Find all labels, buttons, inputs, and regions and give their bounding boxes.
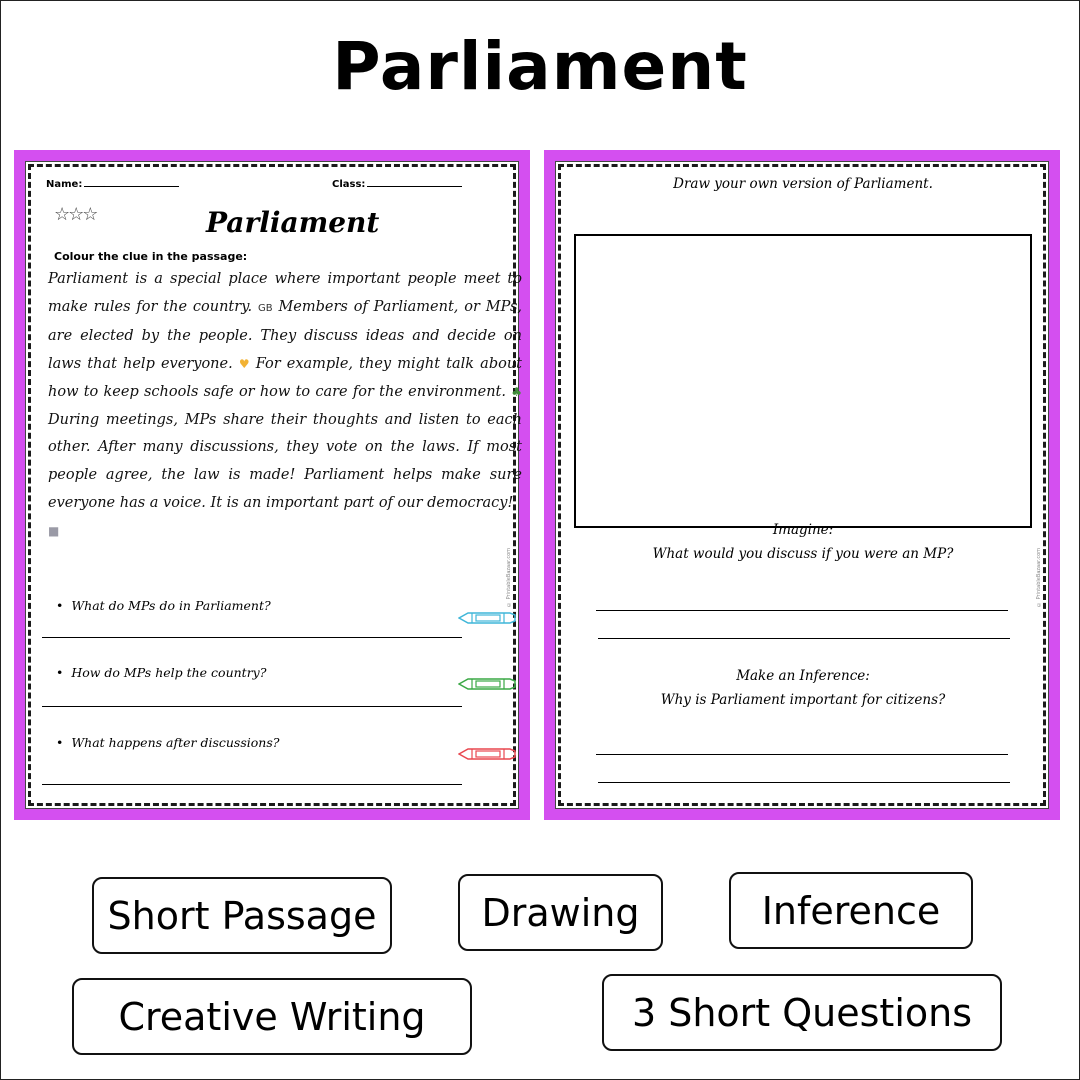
answer-line-imagine-2[interactable] (598, 638, 1010, 639)
worksheet-title: Parliament (206, 206, 380, 239)
name-label: Name: (46, 179, 83, 190)
inference-label: Make an Inference: (736, 668, 870, 684)
tag-inference: Inference (729, 872, 973, 949)
passage-sentence-3: For example, they might talk about how to keep schools safe or how to care for the environment. (48, 355, 522, 400)
page-title: Parliament (332, 28, 748, 105)
watermark: © PrintableBazaar.com (1036, 548, 1042, 607)
question-2-text: How do MPs help the country? (71, 665, 267, 680)
passage-sentence-1: Parliament is a special place where important people meet to make rules for the country. (48, 271, 522, 315)
tag-short-passage: Short Passage (92, 877, 392, 954)
worksheet-sheet (25, 161, 523, 809)
ballot-box-icon: ■ (48, 524, 60, 539)
bullet: • (56, 735, 64, 750)
passage-sentence-4: During meetings, MPs share their thoughts and listen to each other. After many discussions, they vote on the laws. If most people agree, the law is made! Parliament helps make sure everyone has a voice. It is an important part of our democracy! (48, 411, 522, 512)
question-1 (56, 598, 271, 613)
draw-prompt: Draw your own version of Parliament. (673, 176, 933, 192)
imagine-label: Imagine: (772, 522, 834, 538)
name-line (84, 178, 179, 187)
uk-flag-icon: GB (257, 302, 273, 314)
worksheet-sheet (555, 161, 1049, 809)
class-label: Class: (332, 179, 366, 190)
imagine-question: What would you discuss if you were an MP? (652, 546, 954, 562)
drawing-area[interactable] (574, 234, 1032, 528)
inference-question: Why is Parliament important for citizens? (660, 692, 946, 708)
name-field[interactable] (46, 178, 179, 190)
class-field[interactable] (332, 178, 462, 190)
answer-line-inference-2[interactable] (598, 782, 1010, 783)
instruction-text: Colour the clue in the passage: (54, 250, 248, 263)
tag-drawing: Drawing (458, 874, 663, 951)
tag-3-short-questions: 3 Short Questions (602, 974, 1002, 1051)
question-3 (56, 735, 279, 750)
question-2 (56, 665, 266, 680)
tree-icon: ♣ (511, 384, 523, 399)
answer-line-3[interactable] (42, 784, 462, 785)
answer-line-2[interactable] (42, 706, 462, 707)
passage-sentence-2: Members of Parliament, or MPs, are elected by the people. They discuss ideas and decide on laws that help everyone. (48, 298, 523, 372)
answer-line-imagine-1[interactable] (596, 610, 1008, 611)
worksheet-page-passage (14, 150, 530, 820)
bullet: • (56, 598, 64, 613)
rating-stars-icon[interactable]: ☆☆☆ (54, 204, 97, 225)
tag-creative-writing: Creative Writing (72, 978, 472, 1055)
answer-line-inference-1[interactable] (596, 754, 1008, 755)
question-3-text: What happens after discussions? (71, 735, 280, 750)
crayon-blue-icon (458, 610, 516, 626)
answer-line-1[interactable] (42, 637, 462, 638)
worksheet-page-drawing (544, 150, 1060, 820)
bullet: • (56, 665, 64, 680)
crayon-red-icon (458, 746, 516, 762)
class-line (367, 178, 462, 187)
reading-passage (48, 266, 522, 546)
heart-icon: ♥ (238, 356, 250, 371)
question-1-text: What do MPs do in Parliament? (71, 598, 271, 613)
crayon-green-icon (458, 676, 516, 692)
watermark: © PrintableBazaar.com (506, 548, 512, 607)
